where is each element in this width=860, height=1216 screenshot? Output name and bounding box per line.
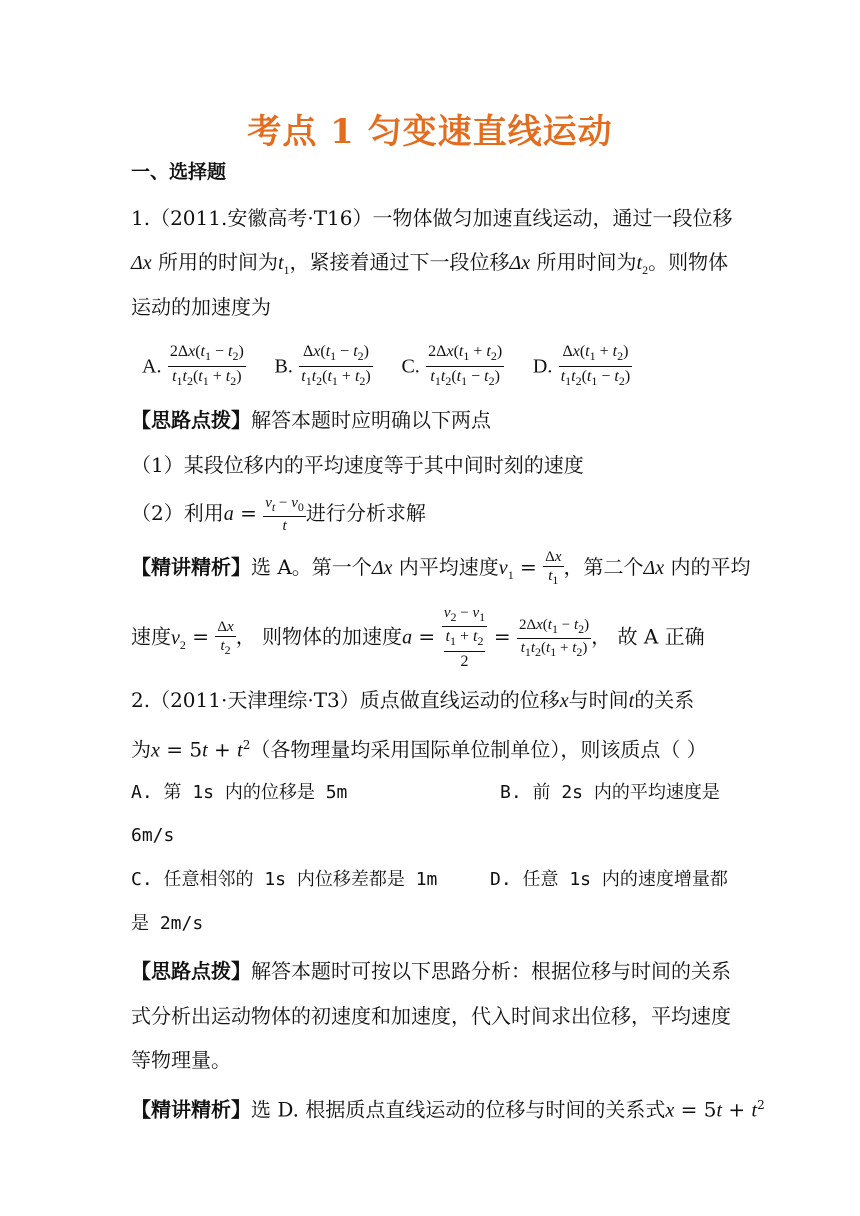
q2-text2a: 为 xyxy=(131,737,151,762)
q2-answer-label: 【精讲精析】 xyxy=(131,1097,251,1122)
option-a-formula: $\frac{2\Delta x(t_1 - t_2)}{t_1t_2(t_1 + t_2)}$ xyxy=(169,343,244,389)
q2-hint-line3: 等物理量。 xyxy=(131,1048,231,1072)
q1-option-c[interactable] xyxy=(401,342,504,391)
page-title: 考点 1 匀变速直线运动 xyxy=(247,112,613,152)
q1-options xyxy=(142,342,632,391)
q1-hint-point1: （1）某段位移内的平均速度等于其中间时刻的速度 xyxy=(131,453,584,477)
option-c-label: C. xyxy=(401,355,420,378)
q1-ans2-b: ， 则物体的加速度 xyxy=(235,624,403,649)
q1-ans-d: 内的平均 xyxy=(670,555,751,579)
q1-line2: Δx 所用的时间为$t_1$，紧接着通过下一段位移Δx 所用时间为$t_2$。则物体 xyxy=(131,250,729,277)
q1-ans2-c: ， 故 A 正确 xyxy=(591,624,705,649)
q2-option-b-cont: 6m/s xyxy=(131,825,175,846)
accel-formula: $\frac{v_t - v_0}{t}$ xyxy=(265,495,304,534)
option-c-formula: $\frac{2\Delta x(t_1 + t_2)}{t_1t_2(t_1 - t_2)}$ xyxy=(428,343,503,389)
q1-text2a: 所用的时间为 xyxy=(157,250,278,274)
option-d-formula: $\frac{\Delta x(t_1 + t_2)}{t_1t_2(t_1 - t_2)}$ xyxy=(560,343,631,389)
q1-ans-a: 选 A。第一个 xyxy=(251,555,372,579)
q1-text1: 1.（2011.安徽高考·T16）一物体做匀加速直线运动，通过一段位移 xyxy=(131,206,733,230)
q1-text2d: 。则物体 xyxy=(648,250,729,274)
q1-answer-line1: 【精讲精析】选 A。第一个Δx 内平均速度$v_1$ = $\frac{\Delta x}{t_1}$ ，第二个Δx 内的平均 xyxy=(131,549,751,587)
q1-line1 xyxy=(131,204,732,232)
a-derivation-formula: $\frac{v_2 - v_1}{\frac{t_1 + t_2}{2}}$ xyxy=(442,604,488,672)
q1-hint2-b: 进行分析求解 xyxy=(305,501,426,525)
q2-option-c[interactable]: C. 任意相邻的 1s 内位移差都是 1m xyxy=(131,869,438,890)
q1-ans2-a: 速度 xyxy=(131,624,171,649)
q2-option-d[interactable]: D. 任意 1s 内的速度增量都 xyxy=(490,869,728,890)
q2-answer-text: 选 D. 根据质点直线运动的位移与时间的关系式 xyxy=(251,1097,666,1122)
q1-line3: 运动的加速度为 xyxy=(131,295,271,319)
q2-option-b[interactable]: B. 前 2s 内的平均速度是 xyxy=(500,782,720,803)
q1-option-d[interactable] xyxy=(533,342,632,391)
q2-text1a: 2.（2011·天津理综·T3）质点做直线运动的位移 xyxy=(131,688,560,712)
q1-hint-text: 解答本题时应明确以下两点 xyxy=(251,408,491,432)
q1-text2c: 所用时间为 xyxy=(536,250,637,274)
q1-text2b: ，紧接着通过下一段位移 xyxy=(289,250,510,274)
q2-text1c: 的关系 xyxy=(634,688,695,712)
q1-answer-label: 【精讲精析】 xyxy=(131,555,251,579)
q1-hint-label: 【思路点拨】 xyxy=(131,408,251,432)
option-b-label: B. xyxy=(274,355,293,378)
q2-line2: 为$x = 5t + t^2$（各物理量均采用国际单位制单位），则该质点（ ） xyxy=(131,737,707,762)
q1-ans-c: ，第二个 xyxy=(563,555,644,579)
q1-hint2-a: （2）利用 xyxy=(131,501,224,525)
q2-hint-line2: 式分析出运动物体的初速度和加速度，代入时间求出位移，平均速度 xyxy=(131,1004,731,1028)
q2-hint-line1 xyxy=(131,957,731,985)
q2-option-a[interactable]: A. 第 1s 内的位移是 5m xyxy=(131,782,348,803)
q2-answer-line: 【精讲精析】选 D. 根据质点直线运动的位移与时间的关系式$x = 5t + t^2$ xyxy=(131,1097,765,1122)
v1-formula: $\frac{\Delta x}{t_1}$ xyxy=(545,549,562,587)
q1-hint-line xyxy=(131,406,491,434)
q2-text1b: 与时间 xyxy=(568,688,629,712)
q1-option-b[interactable] xyxy=(275,342,373,391)
q2-option-d-cont: 是 2m/s xyxy=(131,913,204,934)
q1-option-a[interactable] xyxy=(142,342,246,391)
q2-line1: 2.（2011·天津理综·T3）质点做直线运动的位移x与时间t的关系 xyxy=(131,688,695,712)
q1-answer-line2: 速度$v_2$ = $\frac{\Delta x}{t_2}$ ， 则物体的加速度a = $\frac{v_2 - v_1}{\frac{t_1 + t_2}{2}}$ = $\frac{2\Delta x(t_1 - t_2)}{t_1t_2(t_1 + t_2)}$ ， 故 A 正确 xyxy=(131,605,705,671)
v2-formula: $\frac{\Delta x}{t_2}$ xyxy=(217,618,234,657)
q1-hint-point2: （2）利用a = $\frac{v_t - v_0}{t}$ 进行分析求解 xyxy=(131,495,426,534)
option-a-label: A. xyxy=(142,355,162,378)
q2-hint-label: 【思路点拨】 xyxy=(131,959,251,983)
option-b-formula: $\frac{\Delta x(t_1 - t_2)}{t_1t_2(t_1 + t_2)}$ xyxy=(301,343,371,389)
a-result-formula: $\frac{2\Delta x(t_1 - t_2)}{t_1t_2(t_1 + t_2)}$ xyxy=(518,616,590,659)
q2-hint-text1: 解答本题时可按以下思路分析：根据位移与时间的关系 xyxy=(251,959,731,983)
option-d-label: D. xyxy=(532,355,553,378)
q2-text2b: （各物理量均采用国际单位制单位），则该质点（ ） xyxy=(250,737,707,762)
section-heading: 一、选择题 xyxy=(131,161,227,183)
q1-ans-b: 内平均速度 xyxy=(398,555,499,579)
